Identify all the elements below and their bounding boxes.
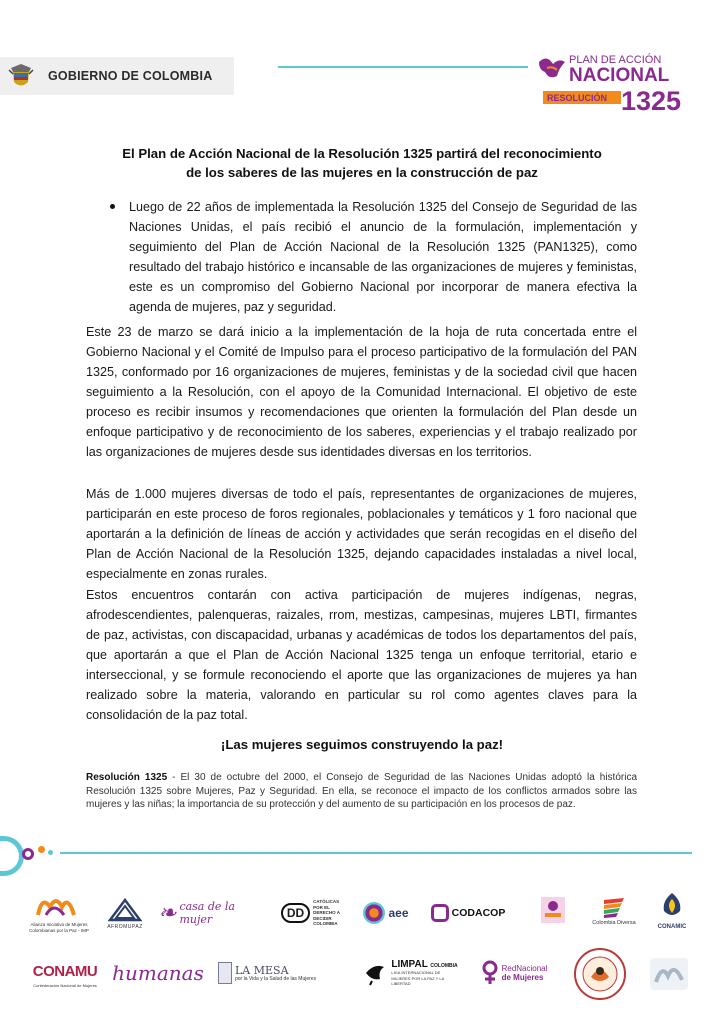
cdd-label: CATÓLICAS POR EL DERECHO A DECIDIR COLOMBIA <box>313 899 340 927</box>
conamu-label: CONAMU <box>32 963 98 981</box>
document-title <box>84 144 640 182</box>
limpal-label: LIMPAL <box>391 959 428 971</box>
partner-logo-alianza <box>28 892 90 934</box>
aee-letters: aee <box>388 906 409 920</box>
conamic-label: CONAMIC <box>657 923 687 930</box>
cdd-mark-icon: DD <box>281 903 310 923</box>
pan-logo-resolucion: RESOLUCIÓN <box>547 93 608 103</box>
aee-mark-icon <box>363 902 385 924</box>
conamic-mark-icon <box>660 891 684 921</box>
closing-slogan: ¡Las mujeres seguimos construyendo la paz! <box>220 737 504 752</box>
afromupaz-mark-icon <box>108 898 142 922</box>
partner-logo-conamic <box>650 888 694 932</box>
partner-logo-red-nacional <box>478 956 550 990</box>
casa-label: casa de la mujer <box>179 900 235 926</box>
limpal-country: COLOMBIA <box>430 963 458 970</box>
title-line-1: El Plan de Acción Nacional de la Resolución 1325 partirá del reconocimiento <box>122 146 602 161</box>
humanas-label: humanas <box>112 961 204 985</box>
la-mesa-label: LA MESA <box>235 963 289 977</box>
title-line-2: de los saberes de las mujeres en la construcción de paz <box>186 165 538 180</box>
bullet-text: Luego de 22 años de implementada la Resolución 1325 del Consejo de Seguridad de las Naciones Unidas, el país recibió el anuncio de la formulación, implementación y seguimiento del Plan de Acción Nacional de la Resolución 1325 (PAN1325), como resultado del trabajo histórico e incansable de las organizaciones de mujeres y feministas, este es un compromiso del Gobierno Nacional por incorporar de manera efectiva la agenda de mujeres, paz y seguridad. <box>129 200 637 314</box>
paragraph-1: Este 23 de marzo se dará inicio a la implementación de la hoja de ruta concertada entre el Gobierno Nacional y el Comité de Impulso para el proceso participativo de la formulación del PAN 1325, conformado por 16 organizaciones de mujeres, feministas y de la sociedad civil que hacen seguimiento a la Resolución, con el apoyo de la Comunidad Internacional. El objetivo de este proceso es recibir insumos y recomendaciones que orienten la formulación del Plan desde un enfoque participativo y de reconocimiento de los saberes, experiencias y el trabajo realizado por las organizaciones de mujeres desde sus identidades diversas en los territorios. <box>86 325 637 459</box>
faded-mark-icon <box>646 954 692 994</box>
resolution-note <box>86 771 637 812</box>
footer-dot-cyan <box>48 850 53 855</box>
partner-logo-la-mesa <box>218 958 336 988</box>
pan-logo-number: 1325 <box>621 86 682 114</box>
footer-dot-purple <box>22 848 34 860</box>
conamu-sublabel: Confederación Nacional de Mujeres <box>33 983 97 989</box>
limpal-sublabel: LIGA INTERNACIONAL DE MUJERES POR LA PAZ Y LA LIBERTAD <box>391 970 445 987</box>
partner-logo-humanas <box>112 958 204 988</box>
la-mesa-mark-icon <box>218 962 232 984</box>
colorful-mark-icon <box>539 895 567 925</box>
afromupaz-label: AFROMUPAZ <box>107 923 143 930</box>
bullet-dot-icon <box>110 204 115 209</box>
partner-logo-aee <box>358 900 414 926</box>
partner-logo-cdd <box>280 898 350 928</box>
partner-logo-colombia-diversa <box>590 890 638 932</box>
colombia-crest-icon <box>8 62 34 90</box>
note-label: Resolución 1325 <box>86 772 168 783</box>
partner-logo-limpal <box>356 956 466 990</box>
paragraph-3: Estos encuentros contarán con activa participación de mujeres indígenas, negras, afrodescendientes, palenqueras, raizales, rrom, mestizas, campesinas, mujeres LBTI, firmantes de paz, activistas, con discapacidad, urbanas y académicas de todos los departamentos del país, que aportarán a que el Plan de Acción Nacional 1325 tenga un enfoque territorial, etario e interseccional, y se formule reconociendo el aporte que las organizaciones de mujeres ya han realizado sobre la materia, valorando en particular su rol como agentes claves para la consolidación de la paz total. <box>86 588 637 722</box>
red-nacional-line2: de Mujeres <box>501 973 544 982</box>
paragraph-2: Más de 1.000 mujeres diversas de todo el país, representantes de organizaciones de mujeres, participarán en este proceso de foros regionales, poblacionales y temáticos y 1 foro nacional que aportarán a la definición de líneas de acción y actividades que serán recogidas en el diseño del Plan de Acción Nacional de la Resolución 1325, dejando capacidades instaladas a nivel local, especialmente en zonas rurales. <box>86 487 637 581</box>
female-symbol-icon <box>481 960 499 986</box>
circular-seal-icon <box>573 947 627 1001</box>
footer-dot-orange <box>38 846 45 853</box>
casa-mark-icon: ❧ <box>158 900 177 926</box>
alianza-label: Alianza Iniciativa de Mujeres Colombianas por la Paz - IMP <box>29 922 89 933</box>
government-header <box>0 57 234 95</box>
note-text: - El 30 de octubre del 2000, el Consejo de Seguridad de las Naciones Unidas adoptó la histórica Resolución 1325 sobre Mujeres, Paz y Seguridad. En ella, se reconoce el impacto de los conflictos armados sobre las mujeres y las niñas; la importancia de su protección y del aumento de su participación en los procesos de paz. <box>86 772 638 810</box>
colombia-diversa-mark-icon <box>600 896 628 918</box>
la-mesa-sublabel: por la Vida y la Salud de las Mujeres <box>235 975 317 982</box>
header-divider <box>278 66 528 68</box>
government-label: GOBIERNO DE COLOMBIA <box>48 69 213 83</box>
footer-divider <box>60 852 692 854</box>
pan-1325-logo <box>533 50 683 114</box>
partner-logo-colorful <box>538 894 568 926</box>
partner-logo-faded <box>644 952 694 996</box>
partner-logo-conamu <box>30 958 100 994</box>
codacop-label: CODACOP <box>451 907 506 919</box>
limpal-dove-icon <box>364 959 388 987</box>
partner-logo-circular <box>572 946 628 1002</box>
alianza-mark-icon <box>34 893 84 919</box>
partner-logo-afromupaz <box>102 894 148 934</box>
pan-logo-line1: PLAN DE ACCIÓN <box>569 54 662 66</box>
colombia-diversa-label: Colombia Diversa <box>592 919 636 926</box>
bullet-paragraph <box>110 197 637 317</box>
red-nacional-line1: RedNacional <box>501 964 548 973</box>
pan-logo-line2: NACIONAL <box>569 65 670 86</box>
codacop-mark-icon <box>431 904 449 922</box>
partner-logo-casa-de-la-mujer <box>158 898 268 928</box>
footer-arc-decoration <box>0 836 24 876</box>
partner-logo-codacop <box>428 900 508 926</box>
